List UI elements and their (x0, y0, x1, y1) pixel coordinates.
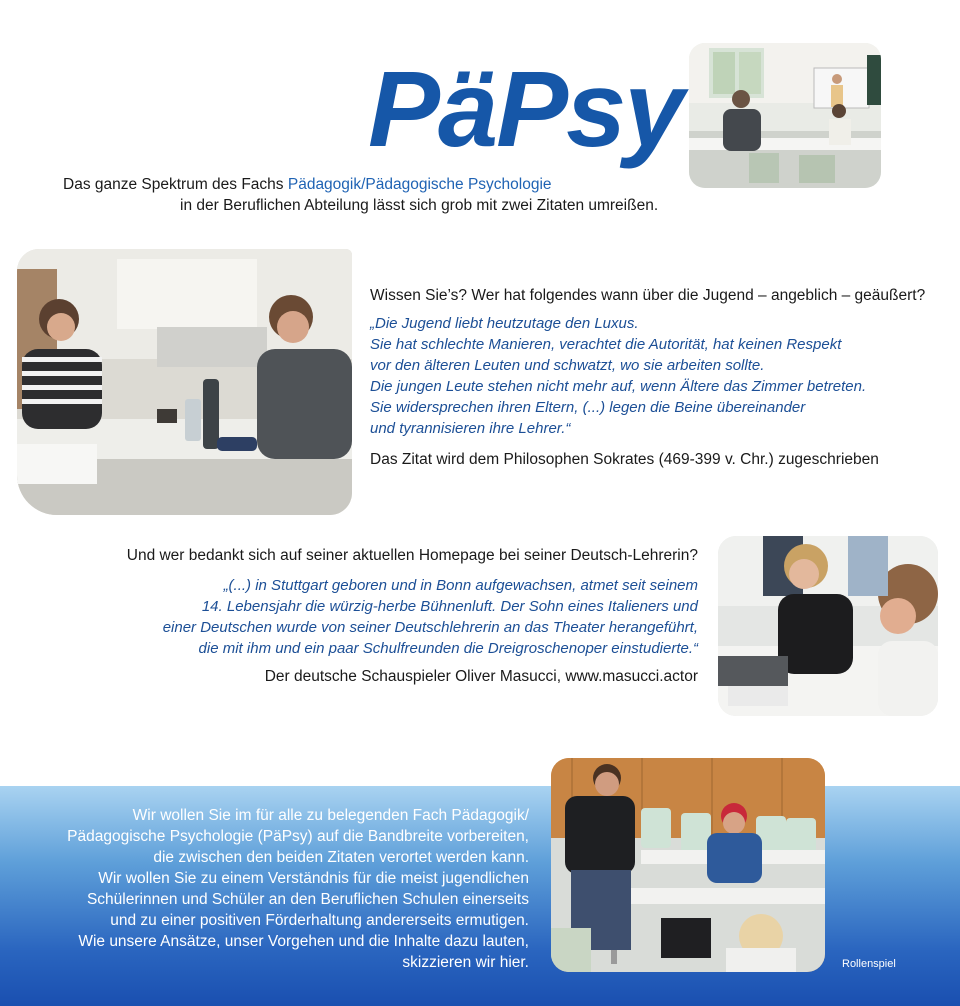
bottom-line: und zu einer positiven Förderhaltung andererseits ermutigen. (110, 912, 529, 929)
quote1-question: Wissen Sie’s? Wer hat folgendes wann über die Jugend – angeblich – geäußert? (370, 287, 926, 304)
quote-block-actor (58, 545, 698, 688)
intro-line-2: in der Beruflichen Abteilung lässt sich grob mit zwei Zitaten umreißen. (180, 197, 659, 214)
bottom-line: Wir wollen Sie im für alle zu belegenden Fach Pädagogik/ (132, 807, 529, 824)
bottom-line: Wie unsere Ansätze, unser Vorgehen und die Inhalte dazu lauten, (78, 933, 529, 950)
bottom-line: Pädagogische Psychologie (PäPsy) auf die Bandbreite vorbereiten, (67, 828, 529, 845)
photo-students-discussion (17, 249, 352, 515)
quote1-line: vor den älteren Leuten und schwatzt, wo sie arbeiten sollte. (370, 357, 765, 374)
logo-title: PäPsy (368, 48, 683, 169)
quote2-line: 14. Lebensjahr die würzig-herbe Bühnenluft. Der Sohn eines Italieners und (201, 598, 698, 615)
quote2-line: „(...) in Stuttgart geboren und in Bonn aufgewachsen, atmet seit seinem (223, 577, 698, 594)
bottom-line: skizzieren wir hier. (402, 954, 529, 971)
bottom-line: Schülerinnen und Schüler an den Beruflichen Schulen einerseits (86, 891, 529, 908)
intro-highlight-subject: Pädagogik/Pädagogische Psychologie (287, 176, 552, 193)
photo-students-laptops (718, 536, 938, 716)
photo-role-play (551, 758, 825, 972)
intro-line-1 (63, 176, 552, 193)
quote-block-youth (370, 285, 950, 471)
quote2-text (58, 575, 698, 659)
photo-classroom-teacher (689, 43, 881, 188)
bottom-description (9, 805, 529, 973)
quote1-line: Sie widersprechen ihren Eltern, (...) legen die Beine übereinander (370, 399, 806, 416)
quote1-source: Das Zitat wird dem Philosophen Sokrates (469-399 v. Chr.) zugeschrieben (370, 451, 879, 468)
quote1-line: Die jungen Leute stehen nicht mehr auf, wenn Ältere das Zimmer betreten. (370, 378, 867, 395)
intro-before: Das ganze Spektrum des Fachs (63, 176, 288, 193)
quote1-line: und tyrannisieren ihre Lehrer.“ (370, 420, 571, 437)
bottom-line: Wir wollen Sie zu einem Verständnis für die meist jugendlichen (98, 870, 529, 887)
quote1-line: „Die Jugend liebt heutzutage den Luxus. (370, 315, 639, 332)
quote1-text (370, 313, 950, 439)
quote2-line: einer Deutschen wurde von seiner Deutschlehrerin an das Theater herangeführt, (162, 619, 698, 636)
intro-text (63, 174, 693, 216)
photo-caption: Rollenspiel (842, 958, 896, 970)
quote2-question: Und wer bedankt sich auf seiner aktuellen Homepage bei seiner Deutsch-Lehrerin? (126, 547, 698, 564)
bottom-line: die zwischen den beiden Zitaten verortet werden kann. (153, 849, 529, 866)
quote2-source: Der deutsche Schauspieler Oliver Masucci, www.masucci.actor (264, 668, 698, 685)
quote1-line: Sie hat schlechte Manieren, verachtet die Autorität, hat keinen Respekt (370, 336, 842, 353)
quote2-line: die mit ihm und ein paar Schulfreunden die Dreigroschenoper einstudierte.“ (198, 640, 698, 657)
